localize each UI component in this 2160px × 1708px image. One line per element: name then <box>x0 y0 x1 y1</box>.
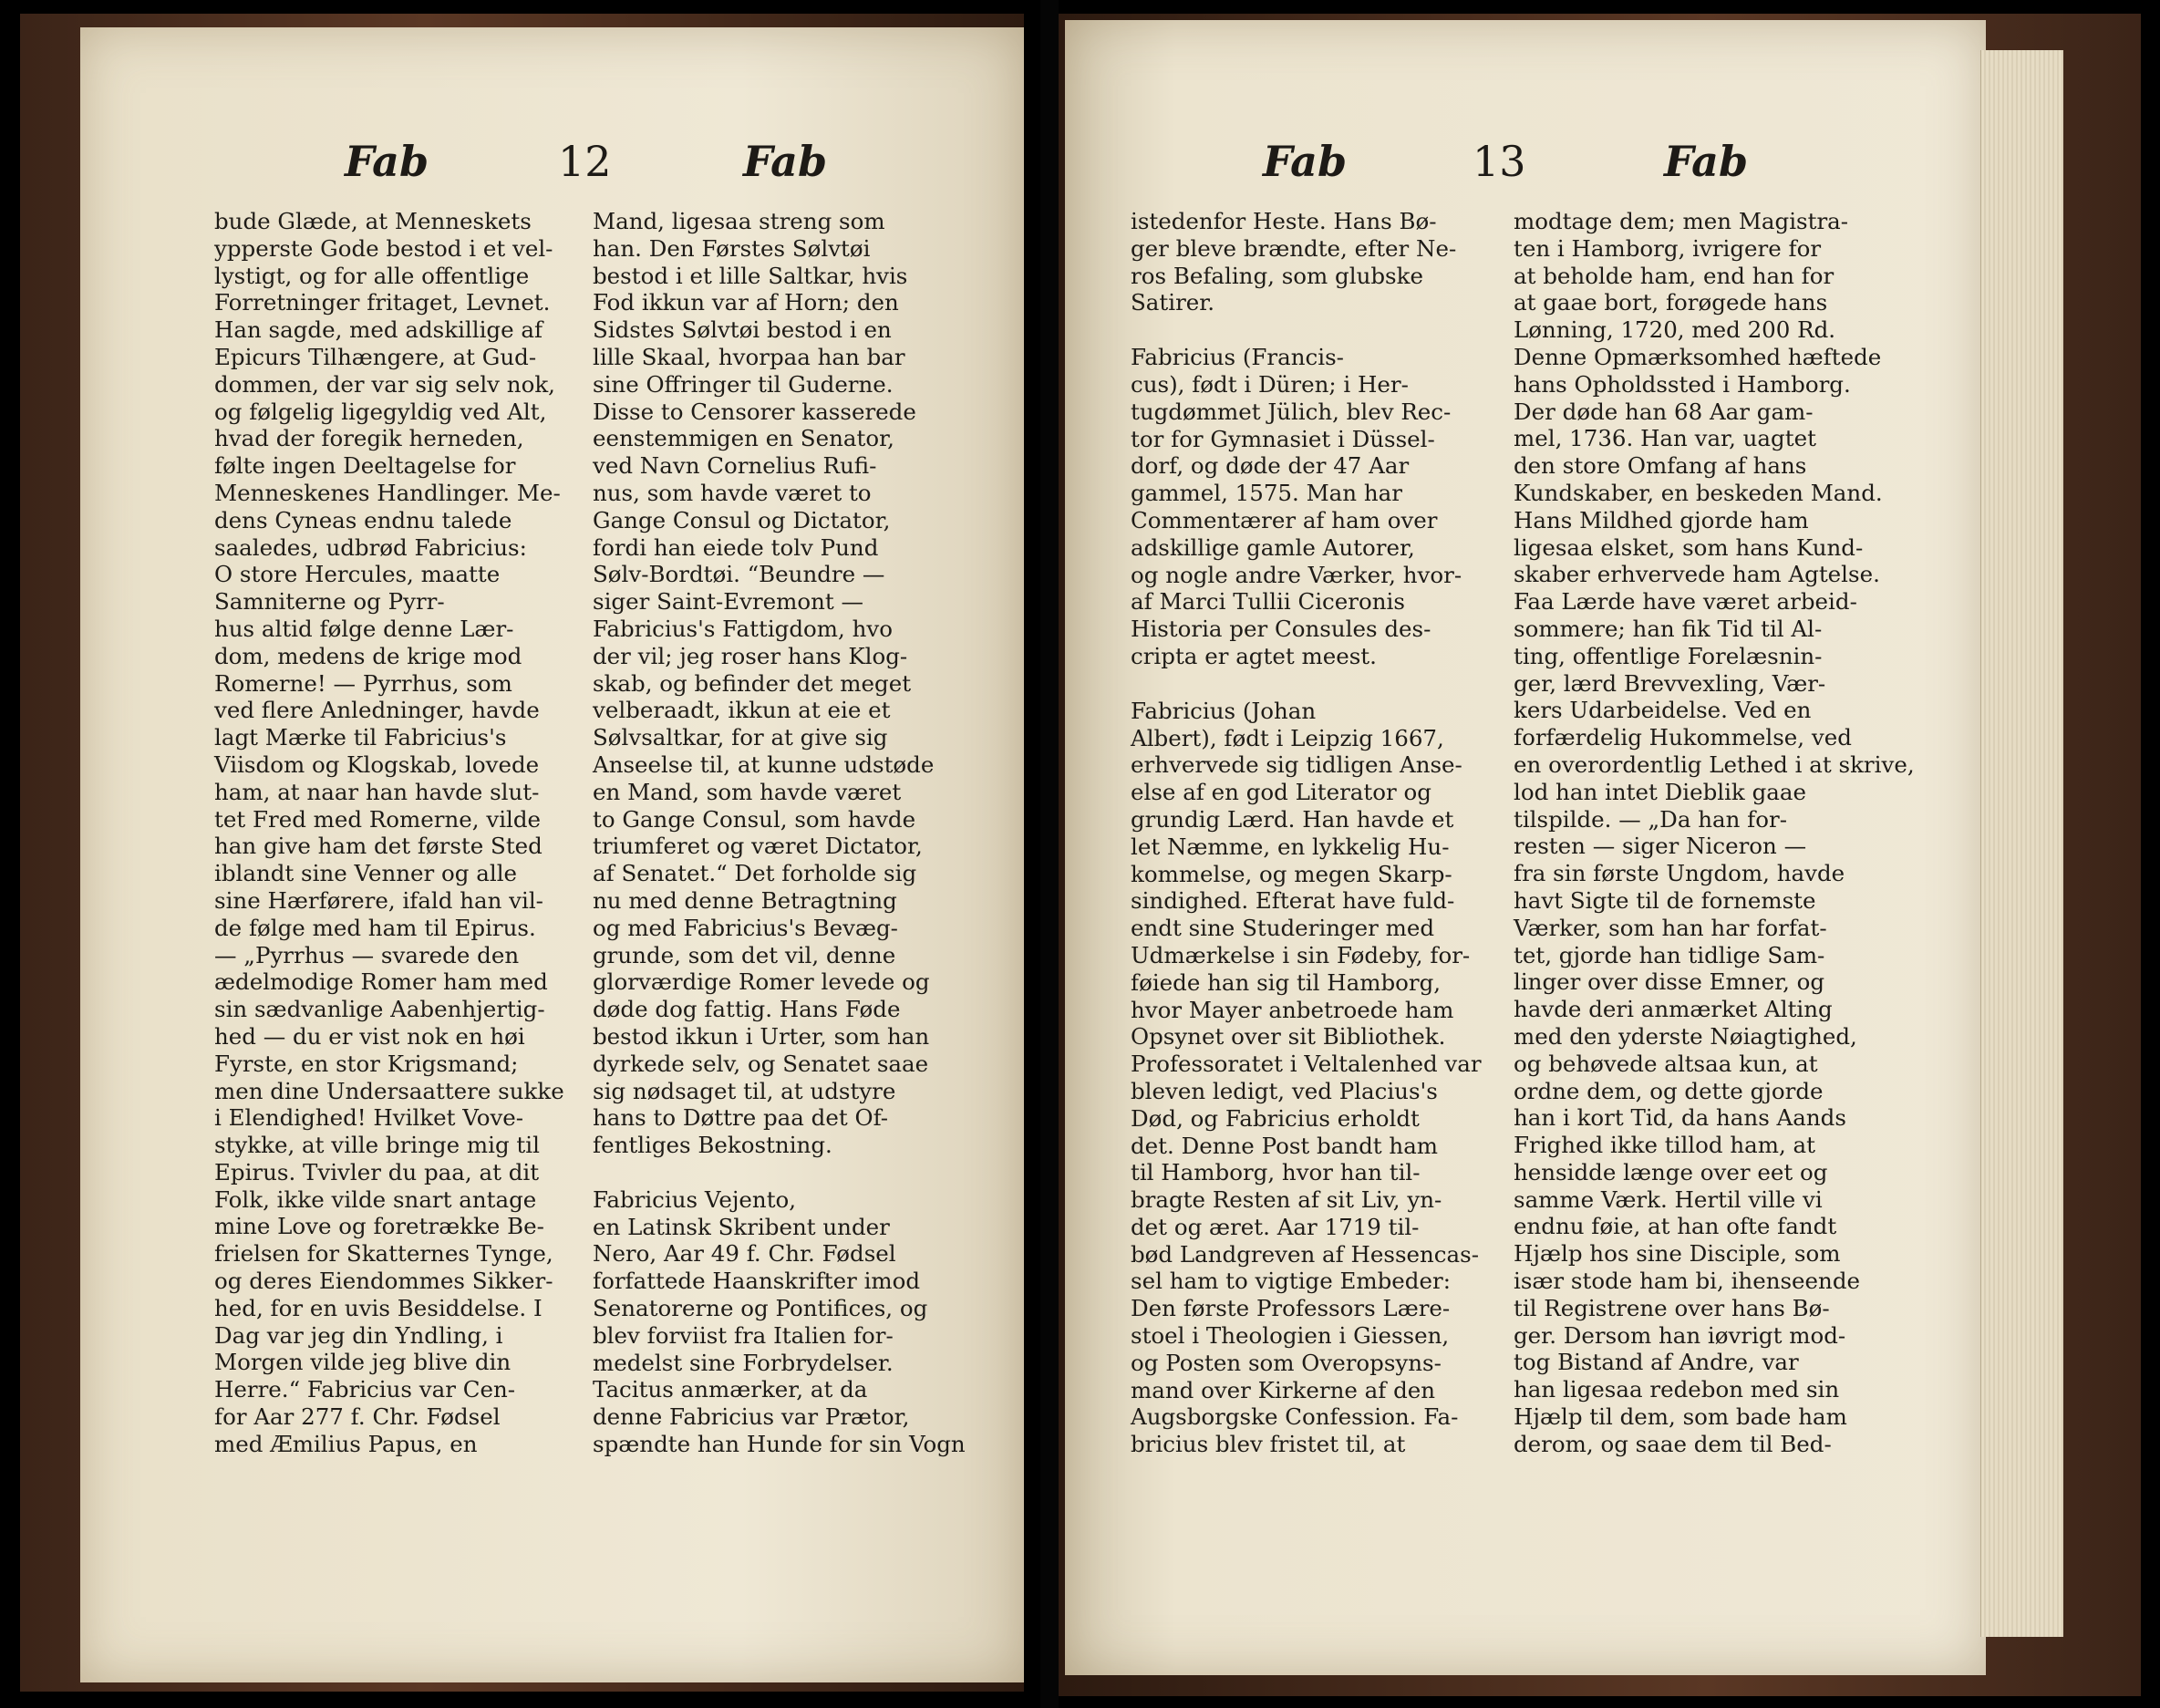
text-line: mel, 1736. Han var, uagtet <box>1514 425 1816 452</box>
left-page-column-1 <box>214 208 564 1458</box>
text-line: men dine Undersaattere sukke <box>214 1077 564 1104</box>
text-line: Denne Opmærksomhed hæftede <box>1514 343 1882 370</box>
text-line: hvor Mayer anbetroede ham <box>1131 996 1454 1023</box>
text-line: istedenfor Heste. Hans Bø- <box>1131 208 1437 234</box>
text-line: dens Cyneas endnu talede <box>214 506 512 533</box>
text-line: Anseelse til, at kunne udstøde <box>593 750 935 778</box>
left-header-word-right: Fab <box>743 137 828 186</box>
text-line: Samniterne og Pyrr- <box>214 588 445 616</box>
text-line: hed — du er vist nok en høi <box>214 1022 525 1050</box>
text-line: fordi han eiede tolv Pund <box>593 533 879 561</box>
text-line: og med Fabricius's Bevæg- <box>593 914 898 941</box>
text-line: Gange Consul og Dictator, <box>593 506 891 533</box>
text-line: ger. Dersom han iøvrigt mod- <box>1514 1321 1846 1349</box>
text-line: han i kort Tid, da hans Aands <box>1514 1104 1846 1132</box>
text-line: grunde, som det vil, denne <box>593 941 896 968</box>
text-line: af Senatet.“ Det forholde sig <box>593 860 917 887</box>
text-line: Menneskenes Handlinger. Me- <box>214 479 561 506</box>
left-page-number: 12 <box>558 137 612 186</box>
text-line: endnu føie, at han ofte fandt <box>1514 1213 1837 1240</box>
text-line: af Marci Tullii Ciceronis <box>1131 588 1405 616</box>
text-line: og nogle andre Værker, hvor- <box>1131 561 1462 588</box>
text-line: med den yderste Nøiagtighed, <box>1514 1022 1857 1050</box>
text-line: han give ham det første Sted <box>214 833 543 860</box>
text-line: O store Hercules, maatte <box>214 561 501 588</box>
text-line: ger, lærd Brevvexling, Vær- <box>1514 669 1826 697</box>
text-line: cripta er agtet meest. <box>1131 642 1377 669</box>
text-line: havt Sigte til de fornemste <box>1514 886 1816 914</box>
right-header-word-left: Fab <box>1263 137 1348 186</box>
text-line: hvad der foregik herneden, <box>214 425 524 452</box>
text-line: Epirus. Tvivler du paa, at dit <box>214 1158 540 1185</box>
text-line: Herre.“ Fabricius var Cen- <box>214 1376 516 1403</box>
text-line: sindighed. Efterat have fuld- <box>1131 887 1455 915</box>
text-line: ædelmodige Romer ham med <box>214 968 548 996</box>
text-line: Satirer. <box>1131 289 1215 316</box>
text-line: tet Fred med Romerne, vilde <box>214 805 542 833</box>
gutter-divider-right <box>1040 0 1059 1708</box>
text-line: Sølvsaltkar, for at give sig <box>593 724 888 751</box>
text-line: og Posten som Overopsyns- <box>1131 1349 1442 1376</box>
text-line: lille Skaal, hvorpaa han bar <box>593 343 905 370</box>
text-line: Augsborgske Confession. Fa- <box>1131 1403 1459 1431</box>
right-page-column-2 <box>1514 208 1915 1458</box>
text-line: let Næmme, en lykkelig Hu- <box>1131 833 1450 860</box>
paragraph <box>1131 344 1488 670</box>
text-line: ypperste Gode bestod i et vel- <box>214 234 553 262</box>
text-line: dyrkede selv, og Senatet saae <box>593 1050 929 1077</box>
text-line: især stode ham bi, ihenseende <box>1514 1268 1861 1295</box>
text-line: at gaae bort, forøgede hans <box>1514 289 1828 316</box>
text-line: bestod ikkun i Urter, som han <box>593 1022 930 1050</box>
text-line: ros Befaling, som glubske <box>1131 262 1423 289</box>
text-line: fentliges Bekostning. <box>593 1132 832 1159</box>
text-line: sin sædvanlige Aabenhjertig- <box>214 996 545 1023</box>
text-line: Epicurs Tilhængere, at Gud- <box>214 343 537 370</box>
text-line: bragte Resten af sit Liv, yn- <box>1131 1186 1442 1214</box>
text-line: sel ham to vigtige Embeder: <box>1131 1268 1451 1295</box>
text-line: en Mand, som havde været <box>593 778 902 805</box>
text-line: else af en god Literator og <box>1131 779 1431 806</box>
text-line: resten — siger Niceron — <box>1514 833 1807 860</box>
text-line: Sølv-Bordtøi. “Beundre — <box>593 561 885 588</box>
text-line: to Gange Consul, som havde <box>593 805 916 833</box>
text-line: følte ingen Deeltagelse for <box>214 452 516 480</box>
text-line: glorværdige Romer levede og <box>593 968 930 996</box>
text-line: Nero, Aar 49 f. Chr. Fødsel <box>593 1240 896 1268</box>
text-line: han. Den Førstes Sølvtøi <box>593 234 871 262</box>
text-line: bestod i et lille Saltkar, hvis <box>593 262 908 289</box>
text-line: Udmærkelse i sin Fødeby, for- <box>1131 941 1471 968</box>
right-header-word-right: Fab <box>1664 137 1749 186</box>
text-line: i Elendighed! Hvilket Vove- <box>214 1104 524 1132</box>
text-line: bleven ledigt, ved Placius's <box>1131 1077 1438 1104</box>
text-line: nus, som havde været to <box>593 479 872 506</box>
paragraph <box>593 208 944 1159</box>
text-line: dommen, der var sig selv nok, <box>214 370 555 398</box>
text-line: lagt Mærke til Fabricius's <box>214 724 507 751</box>
text-line: medelst sine Forbrydelser. <box>593 1349 894 1376</box>
text-line: forfattede Haanskrifter imod <box>593 1268 921 1295</box>
left-header-word-left: Fab <box>345 137 429 186</box>
paragraph <box>1514 208 1915 1458</box>
text-line: gammel, 1575. Man har <box>1131 480 1402 507</box>
text-line: velberaadt, ikkun at eie et <box>593 697 891 724</box>
text-line: Kundskaber, en beskeden Mand. <box>1514 479 1883 506</box>
text-line: tilspilde. — „Da han for- <box>1514 805 1787 833</box>
text-line: cus), født i Düren; i Her- <box>1131 370 1409 398</box>
text-line: Historia per Consules des- <box>1131 616 1431 643</box>
text-line: Albert), født i Leipzig 1667, <box>1131 724 1444 751</box>
text-line: sommere; han fik Tid til Al- <box>1514 615 1823 642</box>
text-line: til Registrene over hans Bø- <box>1514 1294 1830 1321</box>
text-line: ved flere Anledninger, havde <box>214 697 540 724</box>
text-line: Død, og Fabricius erholdt <box>1131 1104 1420 1132</box>
text-line: triumferet og været Dictator, <box>593 833 923 860</box>
text-line: siger Saint-Evremont — <box>593 588 864 616</box>
right-page-number: 13 <box>1473 137 1526 186</box>
text-line: der vil; jeg roser hans Klog- <box>593 642 908 669</box>
text-line: føiede han sig til Hamborg, <box>1131 968 1442 996</box>
text-line: Fabricius (Francis- <box>1131 344 1344 371</box>
text-line: skab, og befinder det meget <box>593 669 912 697</box>
text-line: døde dog fattig. Hans Føde <box>593 996 901 1023</box>
text-line: hus altid følge denne Lær- <box>214 615 514 642</box>
text-line: grundig Lærd. Han havde et <box>1131 805 1454 833</box>
text-line: Sidstes Sølvtøi bestod i en <box>593 316 892 344</box>
text-line: endt sine Studeringer med <box>1131 915 1435 942</box>
text-line: skaber erhvervede ham Agtelse. <box>1514 561 1880 588</box>
gutter-divider-left <box>1024 0 1040 1708</box>
text-line: spændte han Hunde for sin Vogn <box>593 1431 966 1458</box>
text-line: linger over disse Emner, og <box>1514 968 1825 996</box>
text-line: Fabricius's Fattigdom, hvo <box>593 615 893 642</box>
page-edges <box>1980 50 2063 1637</box>
text-line: samme Værk. Hertil ville vi <box>1514 1185 1823 1213</box>
text-line: Opsynet over sit Bibliothek. <box>1131 1023 1446 1051</box>
text-line: han ligesaa redebon med sin <box>1514 1376 1840 1403</box>
text-line: Fod ikkun var af Horn; den <box>593 289 899 316</box>
text-line: ting, offentlige Forelæsnin- <box>1514 642 1823 669</box>
text-line: Fabricius (Johan <box>1131 697 1317 724</box>
text-line: det. Denne Post bandt ham <box>1131 1132 1439 1159</box>
text-line: Fabricius Vejento, <box>593 1185 797 1213</box>
paragraph <box>1131 698 1488 1458</box>
text-line: en Latinsk Skribent under <box>593 1213 890 1240</box>
text-line: nu med denne Betragtning <box>593 886 897 914</box>
text-line: ligesaa elsket, som hans Kund- <box>1514 533 1864 561</box>
text-line: det og æret. Aar 1719 til- <box>1131 1213 1420 1240</box>
text-line: derom, og saae dem til Bed- <box>1514 1430 1832 1457</box>
paragraph <box>1131 208 1488 316</box>
text-line: frielsen for Skatternes Tynge, <box>214 1240 553 1268</box>
text-line: kers Udarbeidelse. Ved en <box>1514 697 1812 724</box>
text-line: hensidde længe over eet og <box>1514 1158 1828 1185</box>
text-line: — „Pyrrhus — svarede den <box>214 941 520 968</box>
text-line: Romerne! — Pyrrhus, som <box>214 669 512 697</box>
text-line: Lønning, 1720, med 200 Rd. <box>1514 316 1836 344</box>
text-line: Faa Lærde have været arbeid- <box>1514 588 1857 616</box>
text-line: denne Fabricius var Prætor, <box>593 1403 910 1431</box>
text-line: lod han intet Dieblik gaae <box>1514 778 1806 805</box>
text-line: Commentærer af ham over <box>1131 506 1438 533</box>
text-line: til Hamborg, hvor han til- <box>1131 1159 1421 1186</box>
text-line: ordne dem, og dette gjorde <box>1514 1077 1824 1104</box>
text-line: Forretninger fritaget, Levnet. <box>214 289 551 316</box>
text-line: Frighed ikke tillod ham, at <box>1514 1132 1816 1159</box>
text-line: Tacitus anmærker, at da <box>593 1376 868 1403</box>
text-line: tor for Gymnasiet i Düssel- <box>1131 425 1435 452</box>
text-line: Værker, som han har forfat- <box>1514 914 1827 941</box>
text-line: sine Hærførere, ifald han vil- <box>214 886 543 914</box>
text-line: Mand, ligesaa streng som <box>593 208 885 234</box>
text-line: mine Love og foretrække Be- <box>214 1213 544 1240</box>
text-line: for Aar 277 f. Chr. Fødsel <box>214 1403 501 1431</box>
text-line: stykke, at ville bringe mig til <box>214 1132 540 1159</box>
text-line: med Æmilius Papus, en <box>214 1430 478 1457</box>
text-line: bude Glæde, at Menneskets <box>214 208 532 234</box>
text-line: kommelse, og megen Skarp- <box>1131 860 1452 887</box>
text-line: lystigt, og for alle offentlige <box>214 262 530 289</box>
paragraph <box>593 1185 966 1458</box>
text-line: saaledes, udbrød Fabricius: <box>214 533 527 561</box>
text-line: blev forviist fra Italien for- <box>593 1321 894 1349</box>
text-line: Hans Mildhed gjorde ham <box>1514 506 1809 533</box>
text-line: Der døde han 68 Aar gam- <box>1514 398 1814 425</box>
text-line: eenstemmigen en Senator, <box>593 425 894 452</box>
text-line: ten i Hamborg, ivrigere for <box>1514 234 1822 262</box>
text-line: hans to Døttre paa det Of- <box>593 1104 889 1132</box>
text-line: Folk, ikke vilde snart antage <box>214 1185 537 1213</box>
text-line: og behøvede altsaa kun, at <box>1514 1050 1818 1077</box>
text-line: bricius blev fristet til, at <box>1131 1431 1406 1458</box>
text-line: Fyrste, en stor Krigsmand; <box>214 1050 519 1077</box>
text-line: bød Landgreven af Hessencas- <box>1131 1240 1479 1268</box>
text-line: iblandt sine Venner og alle <box>214 860 518 887</box>
text-line: havde deri anmærket Alting <box>1514 996 1833 1023</box>
text-line: og deres Eiendommes Sikker- <box>214 1268 553 1295</box>
text-line: modtage dem; men Magistra- <box>1514 208 1849 234</box>
text-line: sig nødsaget til, at udstyre <box>593 1077 896 1104</box>
text-line: Han sagde, med adskillige af <box>214 316 543 344</box>
text-line: Hjælp til dem, som bade ham <box>1514 1403 1847 1431</box>
text-line: ved Navn Cornelius Rufi- <box>593 452 877 480</box>
text-line: tet, gjorde han tidlige Sam- <box>1514 941 1825 968</box>
text-line: Senatorerne og Pontifices, og <box>593 1295 928 1322</box>
right-page-column-1 <box>1131 208 1488 1458</box>
text-line: den store Omfang af hans <box>1514 452 1807 480</box>
text-line: ger bleve brændte, efter Ne- <box>1131 234 1457 262</box>
text-line: forfærdelig Hukommelse, ved <box>1514 724 1852 751</box>
text-line: en overordentlig Lethed i at skrive, <box>1514 750 1915 778</box>
text-line: dorf, og døde der 47 Aar <box>1131 452 1410 480</box>
text-line: fra sin første Ungdom, havde <box>1514 860 1845 887</box>
text-line: sine Offringer til Guderne. <box>593 370 894 398</box>
text-line: Morgen vilde jeg blive din <box>214 1349 512 1376</box>
text-line: tugdømmet Jülich, blev Rec- <box>1131 398 1452 425</box>
text-line: hans Opholdssted i Hamborg. <box>1514 370 1851 398</box>
text-line: mand over Kirkerne af den <box>1131 1376 1436 1403</box>
text-line: tog Bistand af Andre, var <box>1514 1349 1799 1376</box>
text-line: dom, medens de krige mod <box>214 642 522 669</box>
left-page-column-2 <box>593 208 966 1458</box>
text-line: Hjælp hos sine Disciple, som <box>1514 1240 1841 1268</box>
text-line: ham, at naar han havde slut- <box>214 778 540 805</box>
text-line: Dag var jeg din Yndling, i <box>214 1321 503 1349</box>
text-line: Den første Professors Lære- <box>1131 1295 1451 1322</box>
text-line: erhvervede sig tidligen Anse- <box>1131 751 1462 779</box>
text-line: Professoratet i Veltalenhed var <box>1131 1051 1482 1078</box>
right-page-header <box>0 137 2160 201</box>
text-line: adskillige gamle Autorer, <box>1131 533 1415 561</box>
paragraph <box>214 208 564 1458</box>
text-line: Disse to Censorer kasserede <box>593 398 916 425</box>
text-line: hed, for en uvis Besiddelse. I <box>214 1294 543 1321</box>
text-line: og følgelig ligegyldig ved Alt, <box>214 398 547 425</box>
text-line: at beholde ham, end han for <box>1514 262 1834 289</box>
text-line: Viisdom og Klogskab, lovede <box>214 750 540 778</box>
text-line: stoel i Theologien i Giessen, <box>1131 1322 1450 1350</box>
text-line: de følge med ham til Epirus. <box>214 914 536 941</box>
